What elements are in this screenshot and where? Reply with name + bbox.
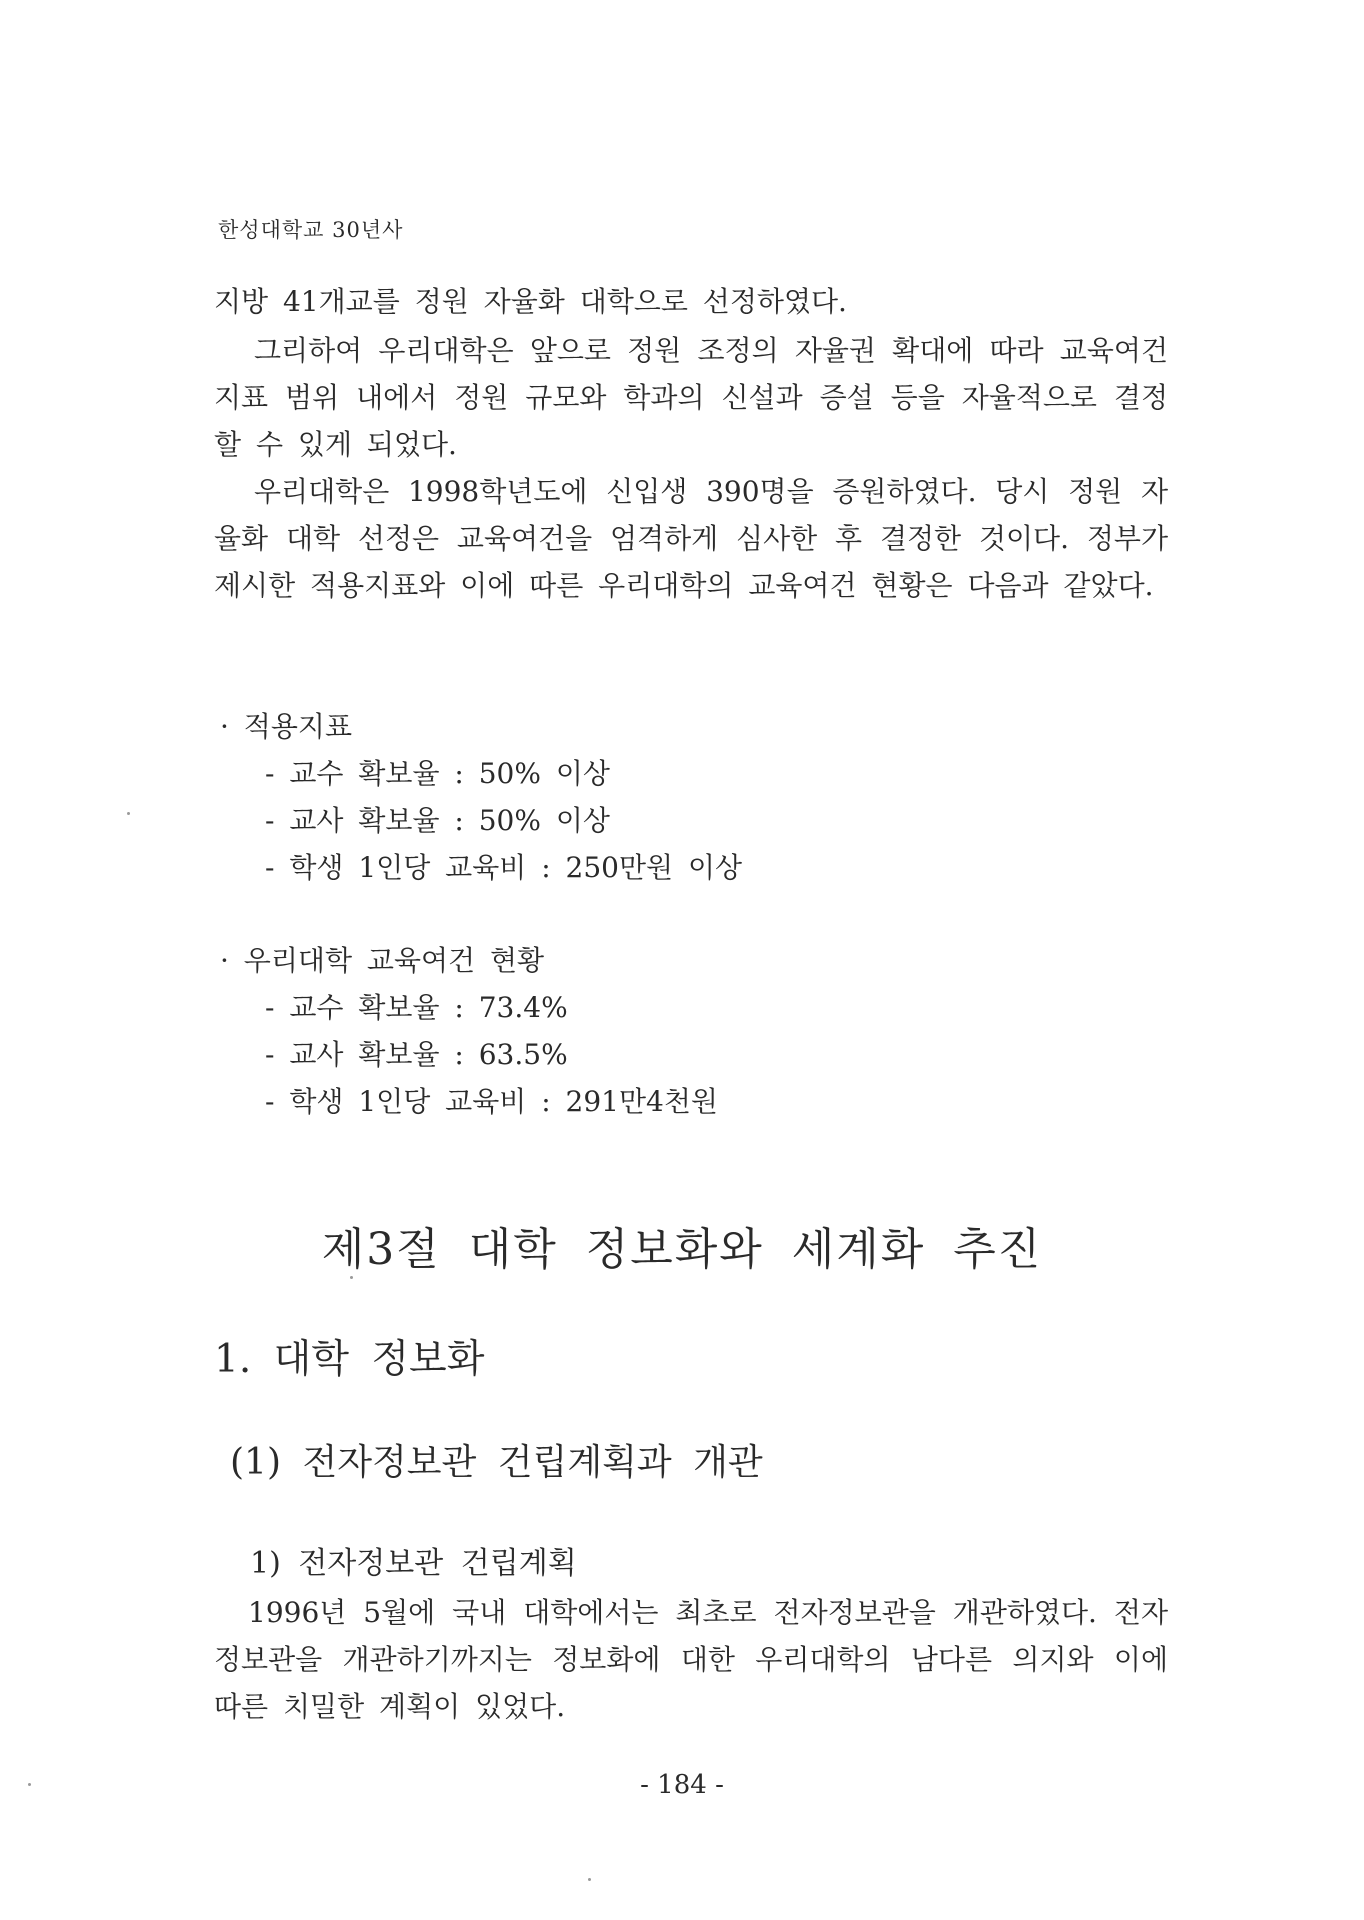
sub-subsection-heading: 1) 전자정보관 건립계획	[250, 1546, 577, 1581]
body-paragraph-1: 지방 41개교를 정원 자율화 대학으로 선정하였다.	[214, 285, 847, 318]
running-header: 한성대학교 30년사	[218, 218, 404, 242]
status-item-faculty: - 교수 확보율 : 73.4%	[265, 991, 568, 1024]
criteria-item-faculty: - 교수 확보율 : 50% 이상	[265, 757, 610, 790]
criteria-list	[220, 703, 742, 891]
scan-speck	[350, 1276, 353, 1279]
chapter-title: 제3절 대학 정보화와 세계화 추진	[321, 1224, 1043, 1275]
scan-speck	[28, 1783, 31, 1786]
status-list	[220, 937, 718, 1125]
body-paragraph-3: 우리대학은 1998학년도에 신입생 390명을 증원하였다. 당시 정원 자율화 대학 선정은 교육여건을 엄격하게 심사한 후 결정한 것이다. 정부가 제시한 적용지표와 이에 따른 우리대학의 교육여건 현황은 다음과 같았다.	[214, 475, 1168, 602]
status-heading: · 우리대학 교육여건 현황	[220, 944, 545, 977]
criteria-item-expense: - 학생 1인당 교육비 : 250만원 이상	[265, 851, 743, 884]
section-heading-1: 1. 대학 정보화	[214, 1337, 485, 1382]
body-paragraph-4: 1996년 5월에 국내 대학에서는 최초로 전자정보관을 개관하였다. 전자정보관을 개관하기까지는 정보화에 대한 우리대학의 남다른 의지와 이에 따른 치밀한 계획이 있었다.	[214, 1596, 1168, 1723]
status-item-expense: - 학생 1인당 교육비 : 291만4천원	[265, 1085, 718, 1118]
scan-speck	[127, 812, 130, 815]
criteria-item-facility: - 교사 확보율 : 50% 이상	[265, 804, 610, 837]
scan-speck	[588, 1878, 591, 1881]
page-number: - 184 -	[640, 1770, 724, 1800]
status-item-facility: - 교사 확보율 : 63.5%	[265, 1038, 568, 1071]
body-paragraph-2: 그리하여 우리대학은 앞으로 정원 조정의 자율권 확대에 따라 교육여건 지표 범위 내에서 정원 규모와 학과의 신설과 증설 등을 자율적으로 결정할 수 있게 되었다.	[214, 334, 1168, 461]
subsection-heading: (1) 전자정보관 건립계획과 개관	[230, 1442, 763, 1483]
criteria-heading: · 적용지표	[220, 710, 352, 743]
